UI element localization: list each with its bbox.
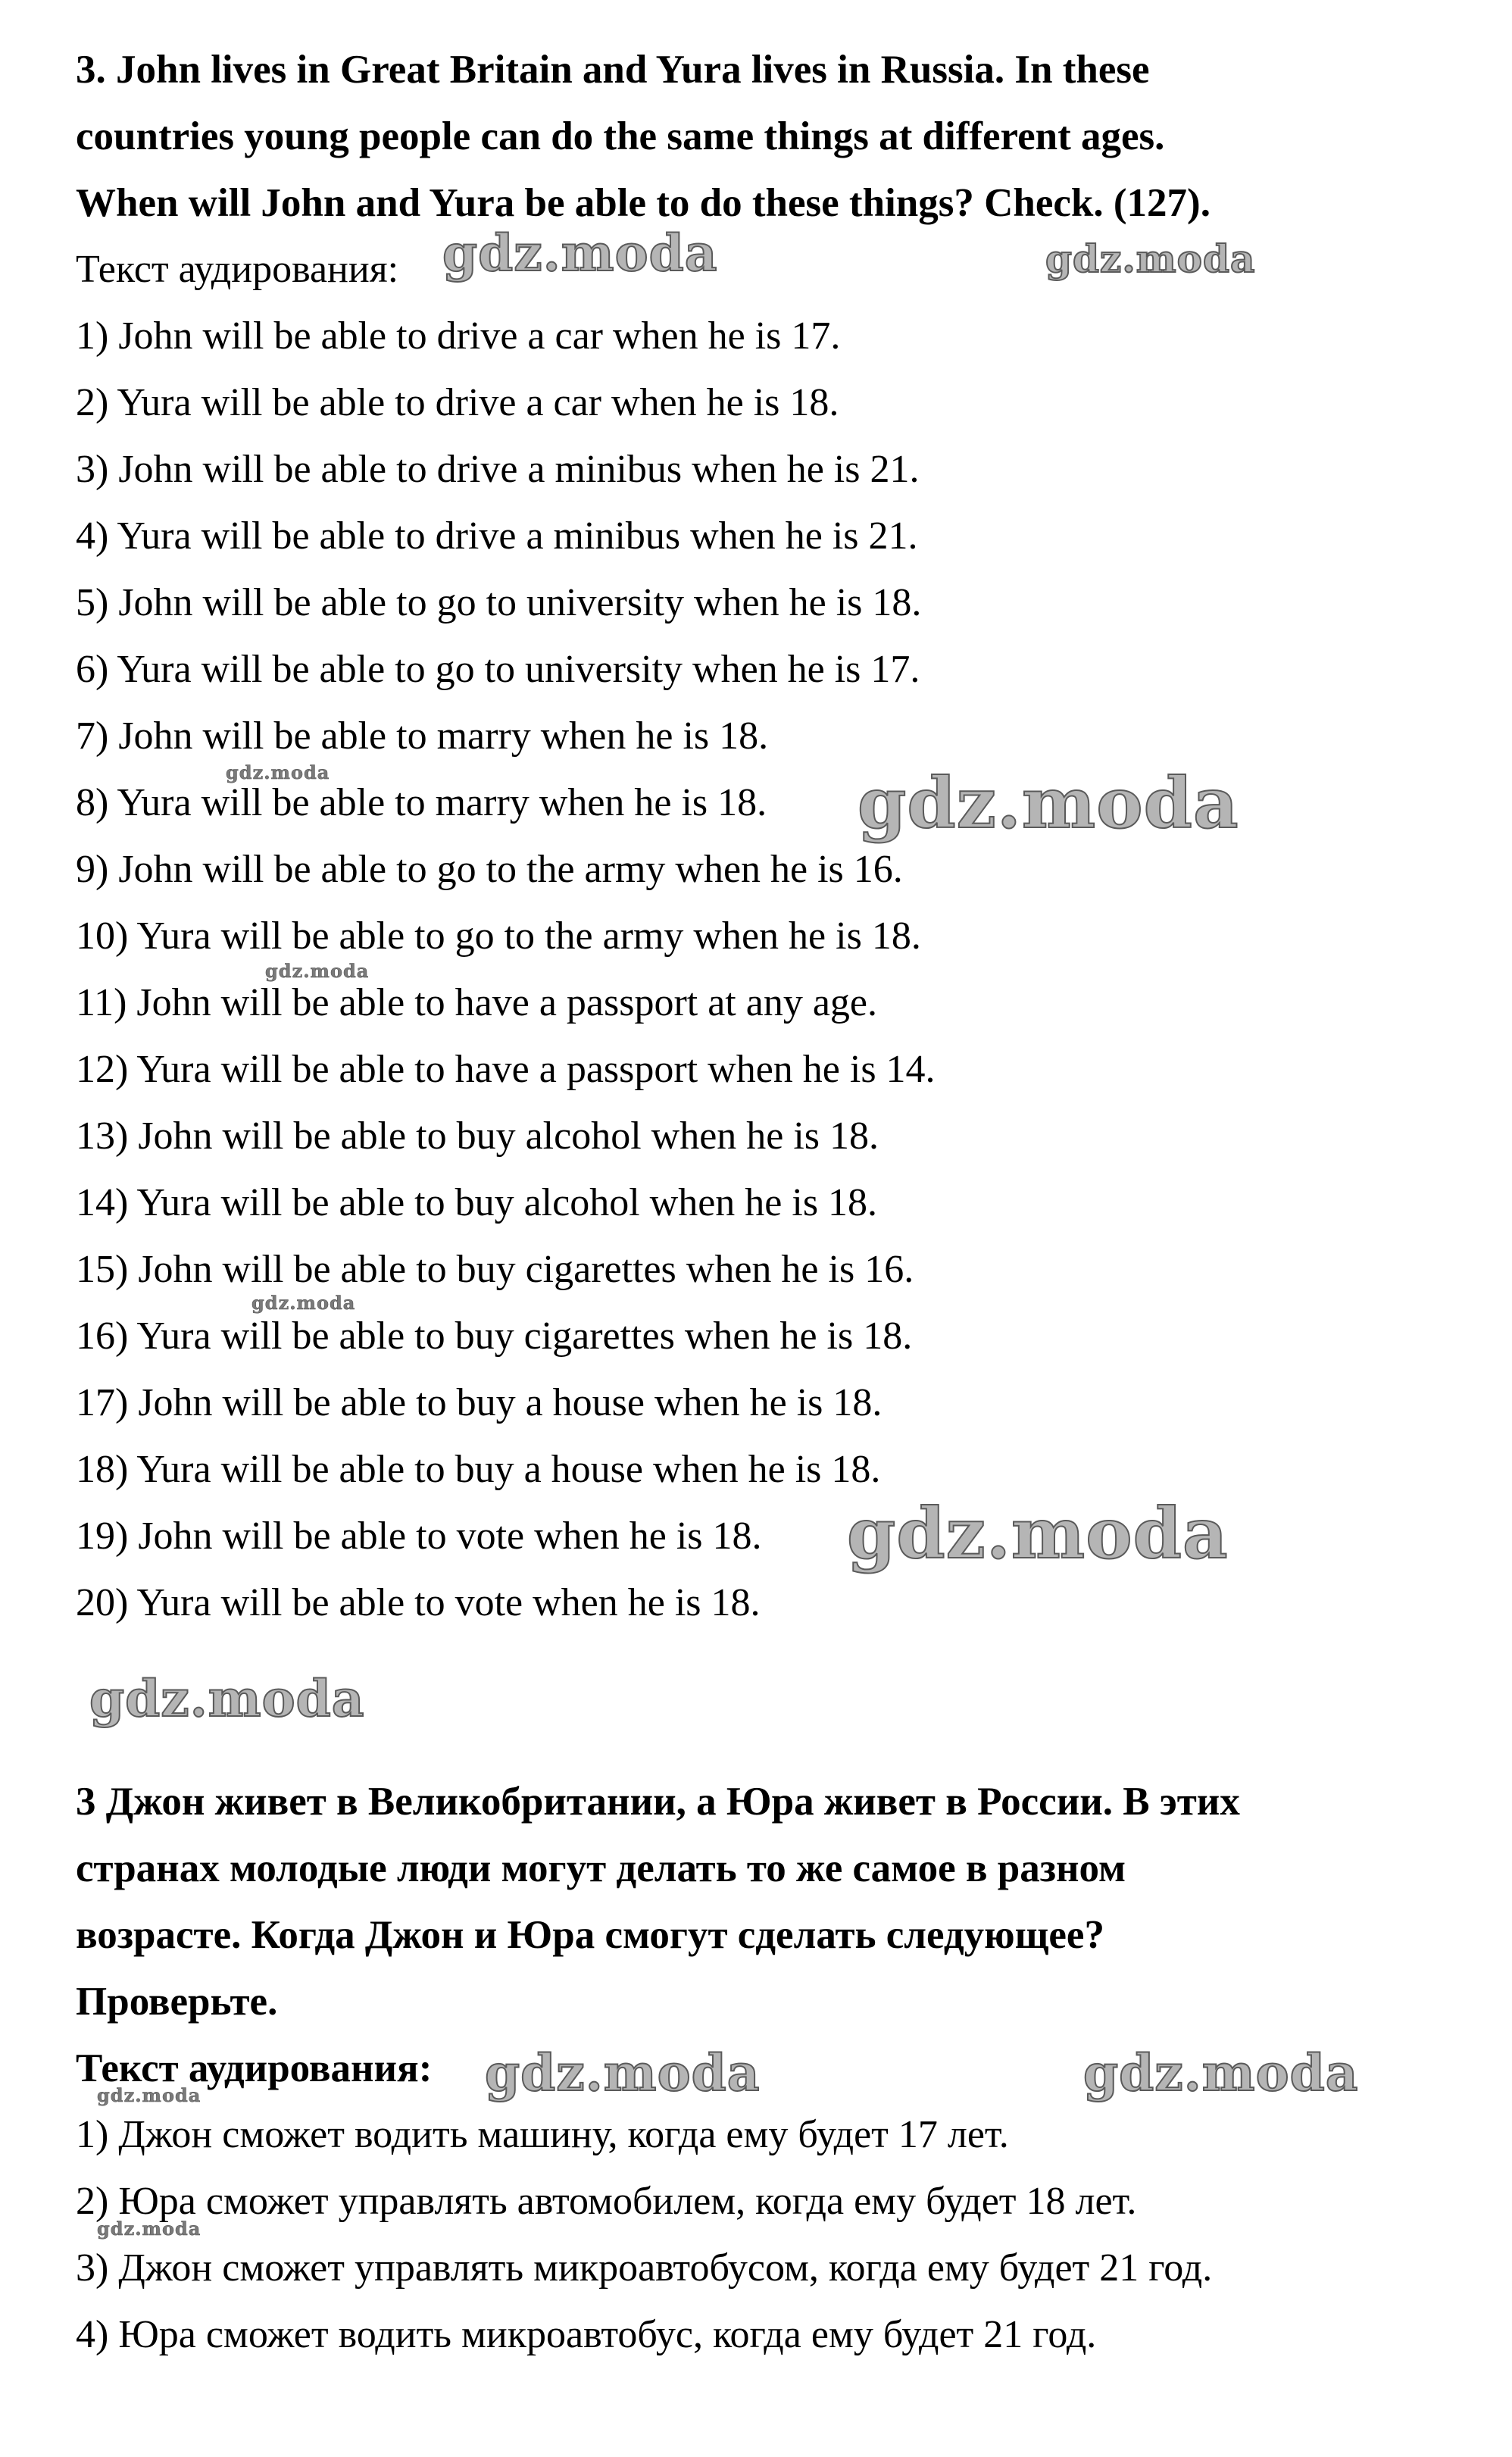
english-item: 18) Yura will be able to buy a house when he is 18. — [76, 1448, 881, 1491]
russian-task-heading-line-3: возрасте. Когда Джон и Юра смогут сделать следующее? — [76, 1913, 1104, 1957]
watermark: gdz.moda — [89, 1669, 365, 1728]
watermark: gdz.moda — [265, 960, 370, 982]
watermark: gdz.moda — [226, 761, 330, 783]
listening-text-label: Текст аудирования: — [76, 248, 399, 291]
english-item: 14) Yura will be able to buy alcohol when he is 18. — [76, 1181, 878, 1224]
task-heading-line-2: countries young people can do the same things at different ages. — [76, 114, 1165, 158]
english-item: 1) John will be able to drive a car when he is 17. — [76, 314, 841, 358]
english-item: 20) Yura will be able to vote when he is 18. — [76, 1581, 761, 1624]
watermark: gdz.moda — [442, 224, 718, 283]
watermark: gdz.moda — [485, 2043, 761, 2102]
english-item: 15) John will be able to buy cigarettes when he is 16. — [76, 1248, 914, 1291]
english-item: 13) John will be able to buy alcohol when he is 18. — [76, 1114, 879, 1158]
russian-item: 2) Юра сможет управлять автомобилем, когда ему будет 18 лет. — [76, 2180, 1137, 2223]
english-item: 6) Yura will be able to go to university when he is 17. — [76, 648, 920, 691]
watermark: gdz.moda — [847, 1493, 1229, 1574]
watermark: gdz.moda — [1083, 2043, 1359, 2102]
russian-item: 3) Джон сможет управлять микроавтобусом, когда ему будет 21 год. — [76, 2246, 1213, 2290]
watermark: gdz.moda — [97, 2084, 201, 2106]
russian-item: 1) Джон сможет водить машину, когда ему будет 17 лет. — [76, 2113, 1009, 2156]
english-item: 5) John will be able to go to university when he is 18. — [76, 581, 922, 624]
russian-listening-text-label: Текст аудирования: — [76, 2046, 433, 2090]
watermark: gdz.moda — [858, 762, 1239, 844]
russian-task-heading-line-1: 3 Джон живет в Великобритании, а Юра живет в России. В этих — [76, 1780, 1240, 1824]
english-item: 16) Yura will be able to buy cigarettes when he is 18. — [76, 1314, 913, 1358]
english-item: 4) Yura will be able to drive a minibus when he is 21. — [76, 514, 918, 558]
watermark: gdz.moda — [97, 2218, 201, 2240]
english-item: 11) John will be able to have a passport at any age. — [76, 981, 877, 1024]
russian-task-heading-line-2: странах молодые люди могут делать то же самое в разном — [76, 1846, 1126, 1890]
english-item: 7) John will be able to marry when he is 18. — [76, 714, 769, 758]
task-heading-line-1: 3. John lives in Great Britain and Yura lives in Russia. In these — [76, 48, 1150, 92]
english-item: 17) John will be able to buy a house when he is 18. — [76, 1381, 883, 1424]
watermark: gdz.moda — [1045, 236, 1256, 281]
russian-task-heading-line-4: Проверьте. — [76, 1980, 278, 2024]
english-item: 12) Yura will be able to have a passport when he is 14. — [76, 1048, 936, 1091]
english-item: 10) Yura will be able to go to the army when he is 18. — [76, 914, 921, 958]
english-item: 2) Yura will be able to drive a car when he is 18. — [76, 381, 839, 424]
watermark: gdz.moda — [251, 1292, 356, 1314]
russian-item: 4) Юра сможет водить микроавтобус, когда ему будет 21 год. — [76, 2313, 1097, 2356]
english-item: 9) John will be able to go to the army when he is 16. — [76, 848, 903, 891]
english-item: 8) Yura will be able to marry when he is 18. — [76, 781, 767, 824]
task-heading-line-3: When will John and Yura be able to do these things? Check. (127). — [76, 181, 1211, 225]
english-item: 3) John will be able to drive a minibus when he is 21. — [76, 448, 920, 491]
english-item: 19) John will be able to vote when he is 18. — [76, 1515, 762, 1558]
